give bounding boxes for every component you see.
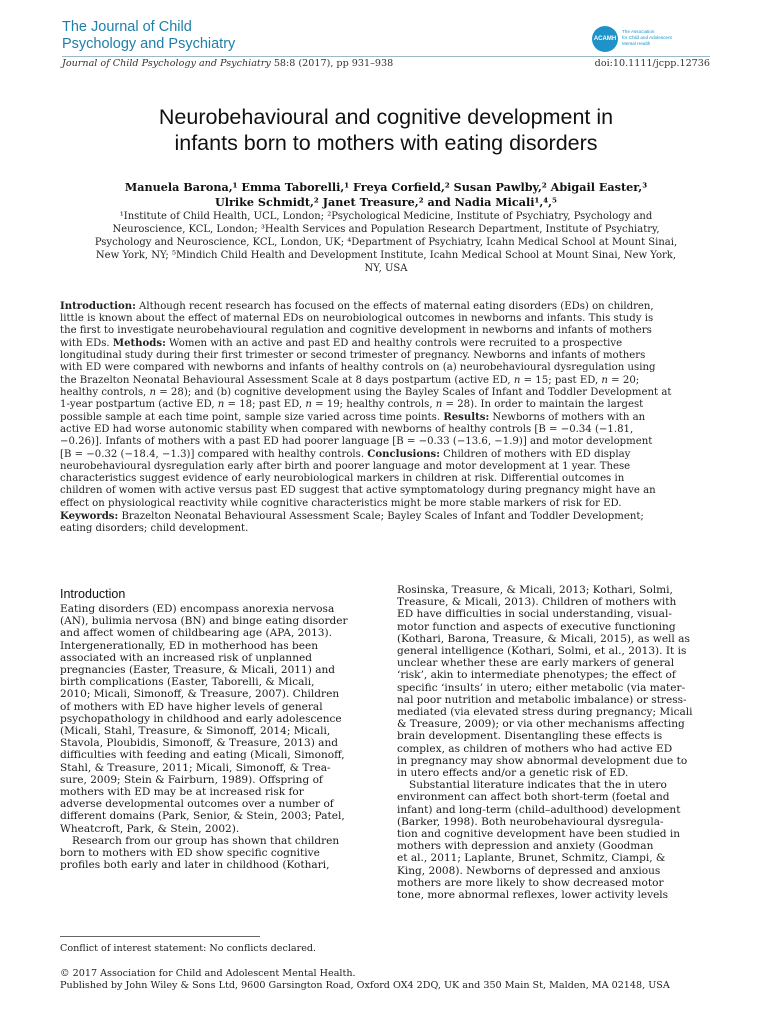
text-line: born to mothers with ED show specific cognitive — [60, 847, 320, 860]
text-line: mothers with depression and anxiety (Goodman — [397, 840, 654, 853]
authors-line-2: Ulrike Schmidt,² Janet Treasure,² and Nadia Micali¹,⁴,⁵ — [215, 195, 557, 209]
abstract-line — [60, 523, 712, 535]
text-line: Eating disorders (ED) encompass anorexia nervosa — [60, 603, 335, 615]
abstract-text: with ED were compared with newborns and infants of healthy controls on (a) neurobehavioural dysregulation using — [60, 362, 656, 374]
text-line: (Kothari, Barona, Treasure, & Micali, 2015), as well as — [397, 632, 690, 645]
abstract-section-label: Introduction: — [60, 300, 136, 312]
affiliation-line: New York, NY; ⁵Mindich Child Health and Development Institute, Icahn Medical School at Mount Sinai, New York, — [95, 250, 677, 261]
journal-title-line-1: The Journal of Child — [62, 19, 192, 35]
logo-text-line-2: for Child and Adolescent — [622, 35, 672, 40]
abstract-line — [60, 424, 712, 436]
paragraph — [60, 835, 376, 872]
text-line: Intergenerationally, ED in motherhood has been — [60, 639, 319, 652]
abstract-line — [60, 436, 712, 448]
abstract-line — [60, 325, 712, 337]
abstract-text: Brazelton Neonatal Behavioural Assessment Scale; Bayley Scales of Infant and Toddler Development; — [118, 510, 644, 522]
text-line: Rosinska, Treasure, & Micali, 2013; Kothari, Solmi, — [397, 584, 673, 596]
text-line: difficulties with feeding and eating (Micali, Simonoff, — [60, 749, 345, 762]
abstract-line — [60, 337, 712, 350]
text-line: King, 2008). Newborns of depressed and anxious — [397, 864, 661, 877]
text-line: motor function and aspects of executive functioning — [397, 620, 676, 633]
abstract-line — [60, 510, 712, 523]
text-line: profiles both early and later in childhood (Kothari, — [60, 859, 330, 872]
text-line: birth complications (Easter, Taborelli, & Micali, — [60, 676, 315, 689]
footnote-divider — [60, 936, 260, 937]
text-line: unclear whether these are early markers of general — [397, 657, 675, 670]
text-line: Wheatcroft, Park, & Stein, 2002). — [60, 822, 240, 835]
copyright-line-1: © 2017 Association for Child and Adolescent Mental Health. — [60, 968, 356, 979]
affiliation-line: ¹Institute of Child Health, UCL, London; ²Psychological Medicine, Institute of Psychiatry, Psychology and — [119, 211, 653, 222]
text-line: mediated (via elevated stress during pregnancy; Micali — [397, 706, 693, 719]
abstract-line — [60, 485, 712, 497]
paragraph — [397, 779, 713, 901]
text-line: and affect women of childbearing age (APA, 2013). — [60, 627, 332, 640]
text-line: et al., 2011; Laplante, Brunet, Schmitz, Ciampi, & — [397, 852, 666, 865]
journal-title-line-2: Psychology and Psychiatry — [62, 36, 236, 52]
abstract-section-label: Results: — [443, 410, 490, 423]
abstract-text: little is known about the effect of maternal EDs on neurobiological outcomes in newborns and infants. This study is — [60, 313, 654, 325]
abstract-text: [B = −0.32 (−18.4, −1.3)] compared with healthy controls. — [60, 449, 368, 461]
text-line: adverse developmental outcomes over a number of — [60, 798, 334, 811]
abstract-text: = 19; healthy controls, — [311, 398, 436, 410]
header-divider — [62, 56, 710, 57]
abstract — [60, 300, 712, 535]
doi[interactable]: doi:10.1111/jcpp.12736 — [594, 58, 710, 69]
abstract-line — [60, 461, 712, 473]
text-line: (Barker, 1998). Both neurobehavioural dysregula- — [397, 815, 664, 828]
abstract-line — [60, 387, 712, 399]
acamh-logo-text — [622, 29, 710, 47]
abstract-section-label: Methods: — [112, 337, 166, 350]
abstract-italic-text: n — [601, 374, 608, 386]
abstract-line — [60, 411, 712, 424]
abstract-text: active ED had worse autonomic stability when compared with newborns of healthy controls [B = −0.34 (−1.81, — [60, 423, 634, 435]
paragraph — [60, 603, 376, 835]
abstract-italic-text: n — [305, 398, 312, 410]
abstract-text: characteristics suggest evidence of early neurobiological markers in children at risk. Differential outcomes in — [60, 473, 625, 485]
text-line: brain development. Disentangling these effects is — [397, 730, 663, 743]
abstract-text: the first to investigate neurobehavioural regulation and cognitive development in newborns and infants of mothers — [60, 325, 652, 337]
text-line: specific ‘insults’ in utero; either metabolic (via mater- — [397, 681, 686, 694]
text-line: ED have difficulties in social understanding, visual- — [397, 608, 672, 621]
text-line: nal poor nutrition and metabolic imbalance) or stress- — [397, 693, 687, 706]
abstract-line — [60, 350, 712, 362]
abstract-line — [60, 498, 712, 510]
abstract-line — [60, 375, 712, 387]
abstract-line — [60, 313, 712, 325]
text-line: mothers are more likely to show decreased motor — [397, 876, 664, 889]
abstract-text: the Brazelton Neonatal Behavioural Assessment Scale at 8 days postpartum (active ED, — [60, 374, 514, 386]
abstract-text: with EDs. — [60, 338, 113, 350]
abstract-italic-text: n — [217, 398, 225, 410]
abstract-text: = 18; past ED, — [224, 398, 306, 410]
text-line: Substantial literature indicates that the in utero — [409, 779, 667, 792]
abstract-line — [60, 362, 712, 374]
affiliations — [58, 210, 714, 275]
citation-journal: Journal of Child Psychology and Psychiatry — [62, 58, 271, 69]
abstract-text: = 20; — [607, 374, 640, 386]
body-right-column — [397, 584, 713, 901]
article-title-line-2: infants born to mothers with eating disorders — [174, 131, 598, 155]
citation-details: 58:8 (2017), pp 931–938 — [270, 58, 394, 69]
copyright-notice — [60, 968, 670, 992]
citation — [62, 58, 393, 69]
text-line: (AN), bulimia nervosa (BN) and binge eating disorder — [60, 615, 348, 628]
logo-text-line-1: The Association — [622, 29, 655, 34]
section-heading-introduction: Introduction — [60, 587, 126, 601]
abstract-italic-text: n — [149, 386, 157, 398]
abstract-text: healthy controls, — [60, 386, 150, 398]
article-title-line-1: Neurobehavioural and cognitive development in — [158, 105, 614, 129]
abstract-italic-text: n — [435, 398, 443, 410]
abstract-text: Newborns of mothers with an — [489, 411, 646, 423]
abstract-text: neurobehavioural dysregulation early after birth and poorer language and motor development at 1 year. These — [60, 461, 631, 473]
logo-text-line-3: Mental Health — [622, 41, 651, 46]
text-line: pregnancies (Easter, Treasure, & Micali, 2011) and — [60, 664, 336, 677]
abstract-line — [60, 399, 712, 411]
text-line: Stahl, & Treasure, 2011; Micali, Simonoff, & Trea- — [60, 761, 331, 774]
text-line: ‘risk’, akin to intermediate phenotypes; the effect of — [397, 669, 676, 682]
affiliation-line: Neuroscience, KCL, London; ³Health Services and Population Research Department, Institute of Psychiatry, — [112, 224, 660, 235]
text-line: general intelligence (Kothari, Solmi, et al., 2013). It is — [397, 645, 687, 658]
acamh-logo-mark: ACAMH — [592, 26, 618, 52]
author-list — [62, 180, 710, 210]
paragraph — [397, 584, 713, 779]
abstract-line — [60, 448, 712, 461]
body-left-column — [60, 586, 376, 871]
affiliation-line: Psychology and Neuroscience, KCL, London, UK; ⁴Department of Psychiatry, Icahn Medical School at Mount Sinai, — [94, 237, 678, 248]
abstract-section-label: Conclusions: — [367, 448, 440, 461]
text-line: 2010; Micali, Simonoff, & Treasure, 2007). Children — [60, 688, 340, 701]
text-line: Stavola, Ploubidis, Simonoff, & Treasure, 2013) and — [60, 737, 338, 750]
abstract-text: possible sample at each time point, sample size varied across time points. — [60, 411, 444, 423]
abstract-text: = 28); and (b) cognitive development using the Bayley Scales of Infant and Toddler Development at — [156, 386, 672, 398]
text-line: in utero effects and/or a genetic risk of ED. — [397, 767, 629, 780]
abstract-text: = 15; past ED, — [520, 374, 602, 386]
text-line: in pregnancy may show abnormal development due to — [397, 754, 688, 767]
text-line: infant) and long-term (child–adulthood) development — [397, 803, 681, 816]
text-line: Research from our group has shown that children — [72, 834, 340, 847]
text-line: associated with an increased risk of unplanned — [60, 651, 312, 664]
abstract-text: −0.26)]. Infants of mothers with a past ED had poorer language [B = −0.33 (−13.6, −1.9)] and motor development — [60, 436, 653, 448]
abstract-text: children of women with active versus past ED suggest that active symptomatology during pregnancy might have an — [60, 485, 656, 497]
abstract-line — [60, 300, 712, 313]
abstract-text: longitudinal study during their first trimester or second trimester of pregnancy. Newborns and infants of mothers — [60, 350, 646, 362]
text-line: psychopathology in childhood and early adolescence — [60, 712, 342, 725]
text-line: complex, as children of mothers who had active ED — [397, 742, 673, 755]
abstract-italic-text: n — [513, 374, 521, 386]
abstract-text: Women with an active and past ED and healthy controls were recruited to a prospective — [165, 338, 623, 350]
text-line: tion and cognitive development have been studied in — [397, 828, 681, 841]
text-line: mothers with ED may be at increased risk for — [60, 786, 304, 799]
text-line: Treasure, & Micali, 2013). Children of mothers with — [397, 596, 677, 609]
abstract-text: effect on physiological reactivity while cognitive characteristics might be more stable markers of risk for ED. — [60, 497, 622, 509]
text-line: of mothers with ED have higher levels of general — [60, 700, 323, 713]
abstract-text: eating disorders; child development. — [60, 522, 249, 534]
abstract-text: = 28). In order to maintain the largest — [442, 398, 644, 410]
text-line: tone, more abnormal reflexes, lower activity levels — [397, 889, 669, 902]
authors-line-1: Manuela Barona,¹ Emma Taborelli,¹ Freya Corfield,² Susan Pawlby,² Abigail Easter,³ — [124, 180, 648, 194]
text-line: & Treasure, 2009); or via other mechanisms affecting — [397, 718, 685, 731]
text-line: sure, 2009; Stein & Fairburn, 1989). Offspring of — [60, 773, 323, 786]
abstract-text: Children of mothers with ED display — [439, 449, 631, 461]
acamh-logo — [592, 26, 710, 52]
abstract-line — [60, 473, 712, 485]
abstract-section-label: Keywords: — [60, 509, 119, 522]
abstract-text: 1-year postpartum (active ED, — [60, 398, 218, 410]
text-line: different domains (Park, Senior, & Stein, 2003; Patel, — [60, 810, 345, 823]
text-line: environment can affect both short-term (foetal and — [397, 791, 670, 804]
footnote-conflict-of-interest: Conflict of interest statement: No conflicts declared. — [60, 943, 317, 954]
copyright-line-2: Published by John Wiley & Sons Ltd, 9600 Garsington Road, Oxford OX4 2DQ, UK and 350 Main St, Malden, MA 02148, USA — [60, 980, 670, 991]
abstract-text: Although recent research has focused on the effects of maternal eating disorders (EDs) on children, — [135, 301, 654, 312]
article-title — [62, 104, 710, 156]
journal-title — [62, 19, 322, 53]
text-line: (Micali, Stahl, Treasure, & Simonoff, 2014; Micali, — [60, 725, 331, 738]
affiliation-line: NY, USA — [364, 263, 408, 274]
